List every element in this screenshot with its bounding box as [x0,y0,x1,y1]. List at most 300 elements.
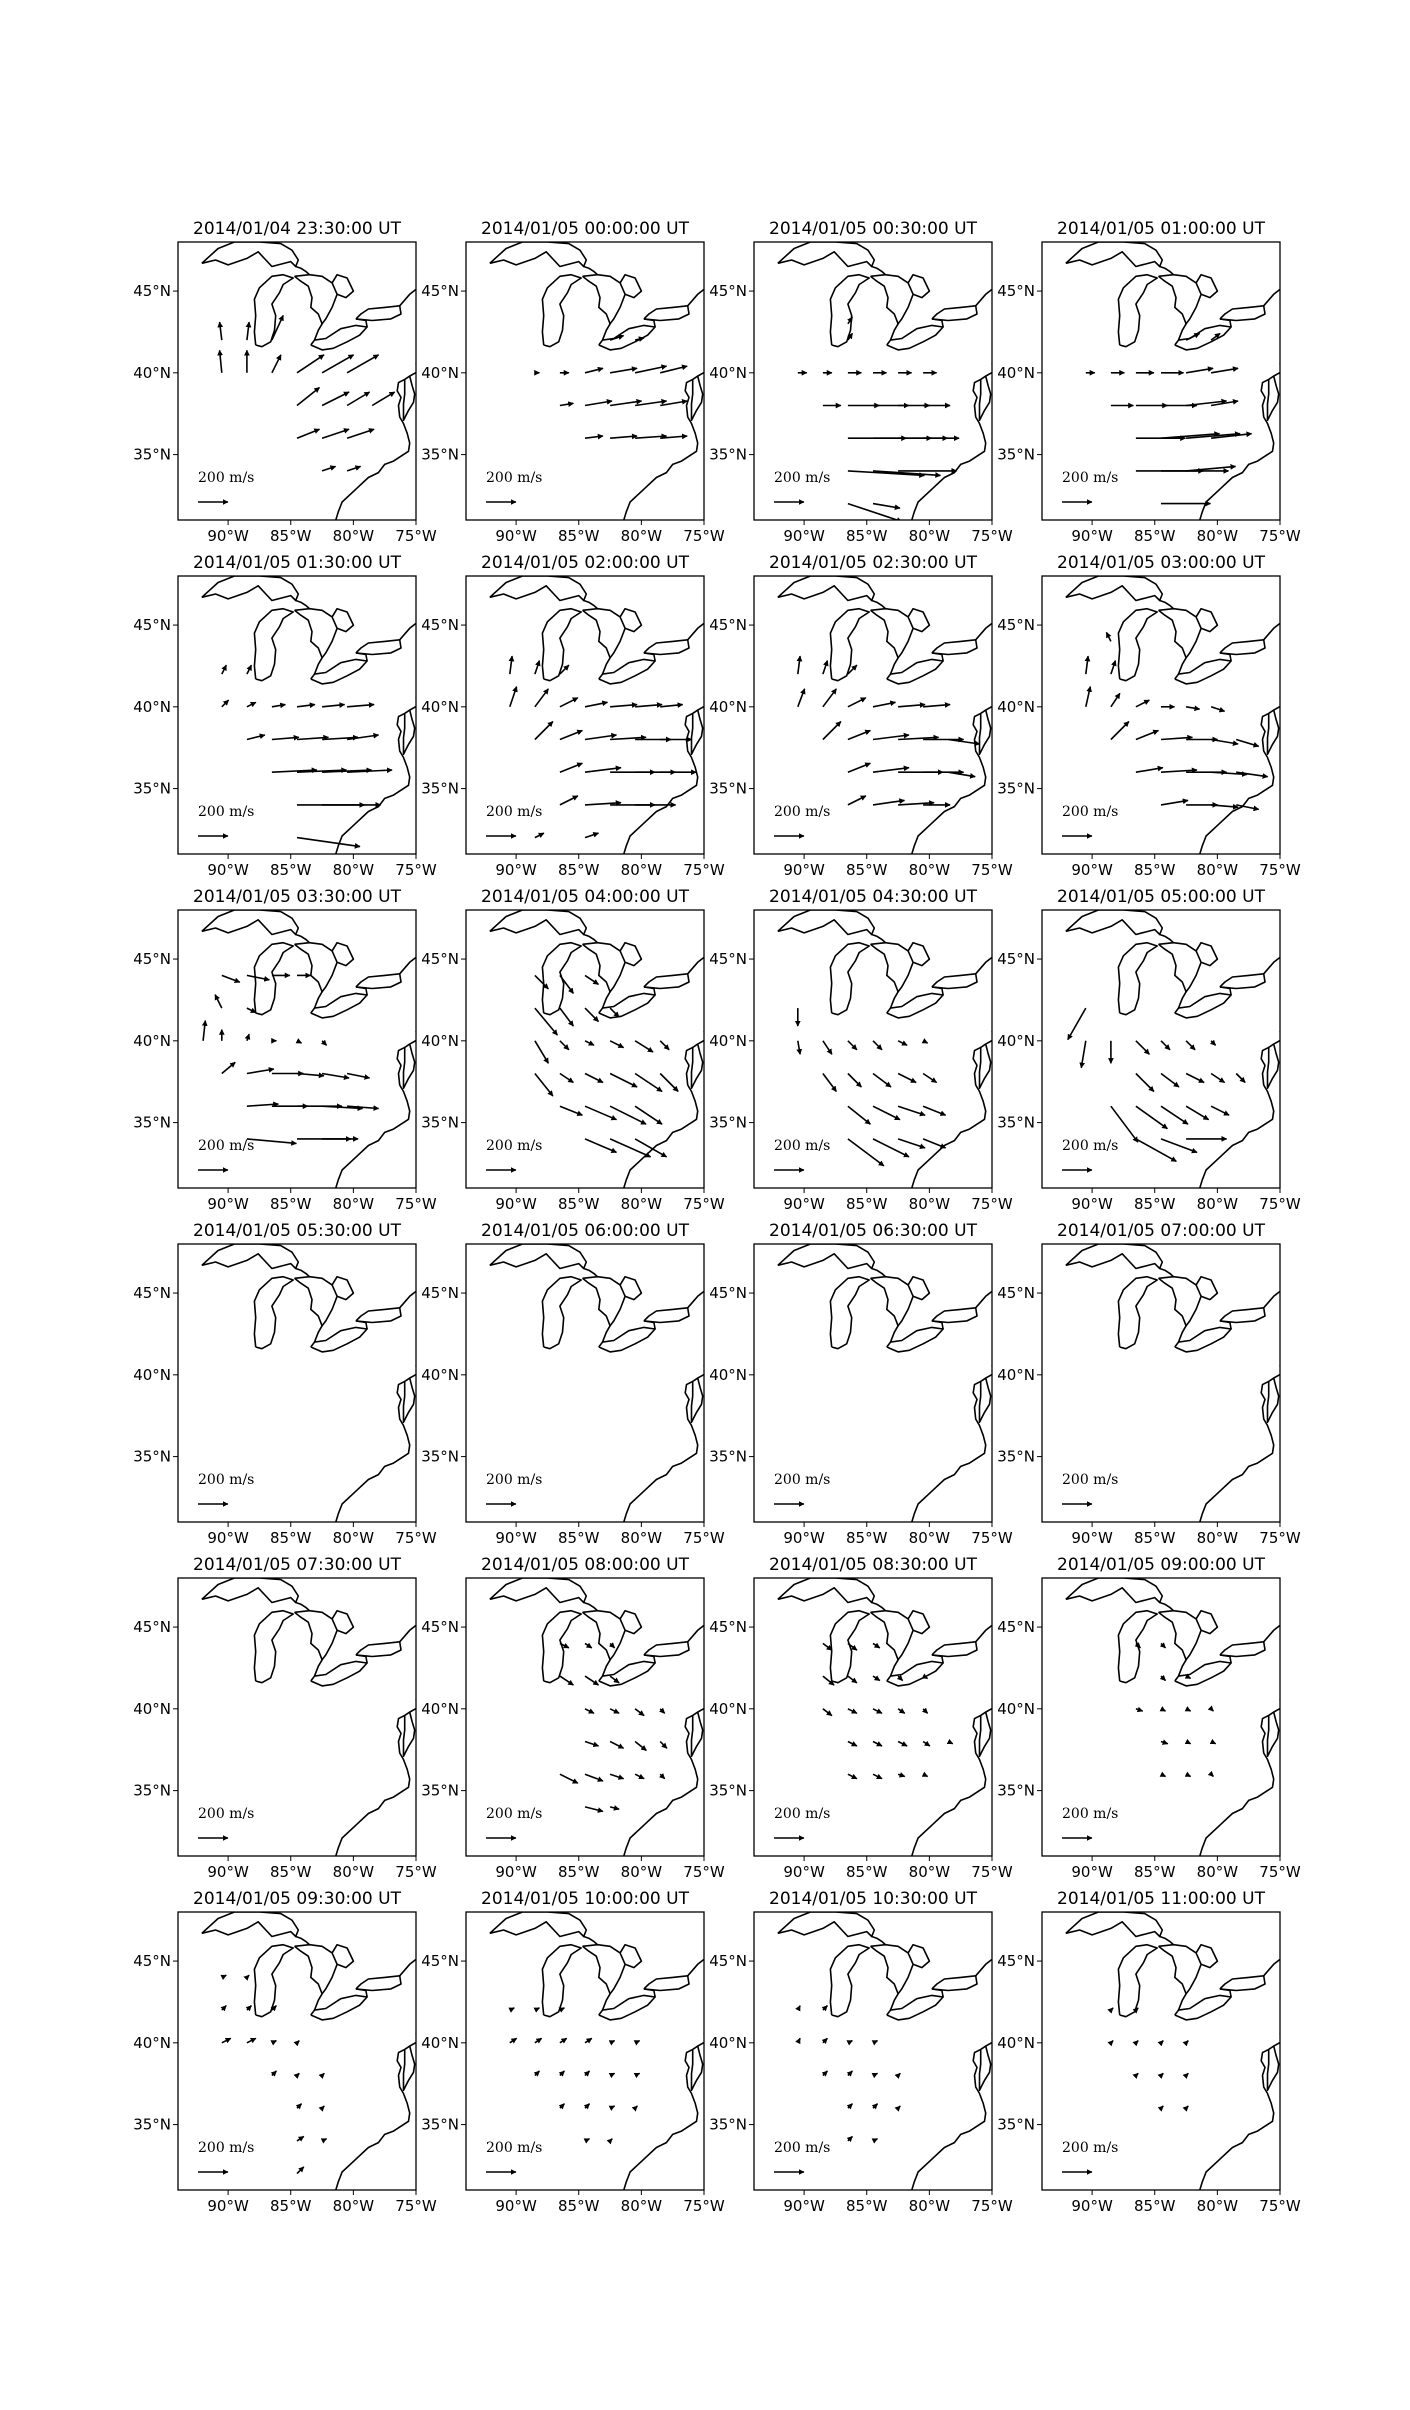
coastline-segment [871,1277,914,1326]
y-tick-label: 40°N [997,1365,1035,1384]
coastline-segment [1066,910,1163,935]
wind-vector [322,392,349,406]
coastline-segment [254,1611,293,1683]
y-tick-label: 45°N [133,1952,171,1971]
wind-vector [535,833,544,838]
wind-vector [848,763,871,772]
y-tick-label: 45°N [421,1284,459,1303]
coastline-segment [976,1959,992,1975]
wind-vector [1111,2041,1113,2043]
x-tick-label: 90°W [207,527,249,545]
wind-vector [535,2008,540,2010]
y-tick-label: 45°N [709,616,747,635]
wind-vector [898,1041,907,1046]
coastline-segment [908,609,929,632]
map-panel [709,1555,1013,1881]
wind-vector [247,2038,256,2043]
x-tick-label: 80°W [908,861,951,879]
coastline-segment [1066,576,1163,601]
y-tick-label: 45°N [997,616,1035,635]
x-tick-label: 80°W [620,2197,663,2215]
x-tick-label: 80°W [1196,527,1239,545]
map-panel [133,887,437,1213]
wind-vector [823,2038,828,2043]
wind-vector [610,2139,612,2141]
wind-vector [635,705,662,707]
coastline-segment [603,658,611,674]
map-panel [133,219,437,545]
coastline-segment [400,1291,416,1307]
x-tick-label: 85°W [846,1529,888,1547]
y-tick-label: 45°N [709,1952,747,1971]
y-tick-label: 45°N [709,1284,747,1303]
wind-vector [585,2139,590,2141]
y-tick-label: 40°N [709,363,747,382]
wind-vector [1211,368,1238,373]
x-tick-label: 75°W [683,1529,725,1547]
y-tick-label: 45°N [421,1952,459,1971]
coastline-segment [908,275,929,298]
wind-vector [610,436,637,438]
key-label: 200 m/s [1062,1472,1119,1488]
wind-vector [297,838,360,847]
wind-vector [585,1041,594,1046]
wind-vector [610,1074,637,1088]
coastline-segment [356,1976,401,1991]
y-tick-label: 35°N [997,1781,1035,1800]
x-tick-label: 90°W [1071,2197,1113,2215]
panel-title: 2014/01/05 09:30:00 UT [193,1889,401,1909]
wind-vector [898,1074,916,1083]
coastline-segment [1159,1277,1202,1326]
map-panel [133,1221,437,1547]
wind-vector [1211,707,1225,712]
x-tick-label: 90°W [207,861,249,879]
wind-vector [347,355,379,373]
coastline-segment [542,275,581,347]
coastline-segment [620,1611,641,1634]
coastline-segment [1159,1945,1202,1994]
coastline-segment [692,1712,703,1756]
x-tick-label: 80°W [1196,1863,1239,1881]
x-tick-label: 75°W [1259,1195,1301,1213]
y-tick-label: 35°N [709,445,747,464]
y-tick-label: 40°N [421,2033,459,2052]
x-tick-label: 75°W [395,2197,437,2215]
wind-vector [560,1074,574,1083]
coastline-segment [830,609,869,681]
coastline-segment [1200,1365,1283,1522]
coastline-segment [1118,609,1157,681]
coastline-segment [980,1044,991,1088]
vector-field [203,975,379,1143]
coastline-segment [908,1945,929,1968]
y-tick-label: 35°N [421,1113,459,1132]
wind-vector [297,388,320,406]
coastline-segment [976,1291,992,1307]
coastline-segment [584,1269,598,1277]
coastline-segment [490,1912,587,1937]
wind-vector [1161,800,1188,805]
x-tick-label: 80°W [332,861,375,879]
x-tick-label: 90°W [207,2197,249,2215]
vector-field [1111,2008,1188,2108]
wind-vector [322,2073,324,2075]
wind-vector [848,1742,857,1747]
coastline-segment [296,935,310,943]
coastline-segment [1179,1660,1187,1676]
panel-title: 2014/01/05 10:00:00 UT [481,1889,689,1909]
y-tick-label: 45°N [997,1952,1035,1971]
coastline-segment [1196,609,1217,632]
coastline-segment [583,609,626,658]
coastline-segment [336,1031,419,1188]
panel-title: 2014/01/05 01:00:00 UT [1057,219,1265,239]
wind-vector [272,355,281,373]
x-tick-label: 90°W [495,1529,537,1547]
x-tick-label: 75°W [971,2197,1013,2215]
wind-vector [560,763,583,772]
coastline-segment [980,710,991,754]
wind-vector [823,661,828,675]
x-tick-label: 90°W [207,1863,249,1881]
x-tick-label: 85°W [270,2197,312,2215]
coastline-segment [584,267,598,275]
wind-vector [1186,333,1200,340]
coastline-segment [490,1578,587,1603]
wind-vector [898,1709,905,1714]
key-label: 200 m/s [486,804,543,820]
wind-vector [297,2167,304,2174]
wind-vector [848,1106,871,1124]
y-tick-label: 40°N [421,1365,459,1384]
x-tick-label: 75°W [971,527,1013,545]
panel-title: 2014/01/05 04:30:00 UT [769,887,977,907]
wind-vector [848,1774,857,1779]
y-tick-label: 40°N [997,1031,1035,1050]
wind-vector [247,1034,249,1041]
wind-vector [222,2006,227,2011]
wind-vector [560,731,583,740]
wind-vector [585,833,599,838]
y-tick-label: 40°N [421,1699,459,1718]
wind-vector [923,1139,946,1148]
y-tick-label: 35°N [421,779,459,798]
coastline-segment [1160,935,1174,943]
coastline-segment [778,1578,875,1603]
wind-vector [848,1041,857,1050]
coastline-segment [830,1277,869,1349]
coastline-segment [1160,1269,1174,1277]
coastline-segment [908,943,929,966]
wind-vector [923,1041,928,1043]
coastline-segment [400,1625,416,1641]
wind-vector [898,705,925,707]
wind-vector [222,665,227,674]
coastline-segment [688,1291,704,1307]
coastline-segment [692,2046,703,2090]
wind-vector [948,1742,953,1744]
x-tick-label: 80°W [620,1529,663,1547]
coastline-segment [1179,992,1187,1008]
coastline-segment [404,1378,415,1422]
x-tick-label: 80°W [1196,1529,1239,1547]
wind-vector [297,2073,299,2075]
wind-vector [272,315,283,340]
wind-vector [247,665,252,674]
x-tick-label: 85°W [846,527,888,545]
coastline-segment [912,363,995,520]
wind-vector [1186,1774,1191,1776]
wind-vector [297,1041,302,1043]
coastline-segment [315,1326,323,1342]
coastline-segment [912,1365,995,1522]
coastline-segment [624,697,707,854]
coastline-segment [891,1660,899,1676]
coastline-segment [1159,609,1202,658]
coastline-segment [624,2033,707,2190]
coastline-segment [332,943,353,966]
x-tick-label: 75°W [1259,527,1301,545]
key-label: 200 m/s [1062,804,1119,820]
panel-grid [133,219,1301,2215]
x-tick-label: 85°W [558,2197,600,2215]
y-tick-label: 35°N [997,779,1035,798]
coastline-segment [584,601,598,609]
x-tick-label: 80°W [1196,2197,1239,2215]
wind-vector [1136,768,1163,773]
wind-vector [322,429,349,438]
y-tick-label: 35°N [421,445,459,464]
y-tick-label: 40°N [133,2033,171,2052]
wind-vector [1161,1074,1179,1088]
coastline-segment [980,1712,991,1756]
map-panel [997,1221,1301,1547]
panel-title: 2014/01/05 05:30:00 UT [193,1221,401,1241]
coastline-segment [1200,697,1283,854]
wind-vector [347,705,374,707]
key-label: 200 m/s [1062,2140,1119,2156]
wind-vector [1136,1041,1150,1055]
wind-vector [923,1106,946,1115]
y-tick-label: 45°N [997,1618,1035,1637]
wind-vector [610,1643,615,1648]
coastline-segment [202,910,298,935]
wind-vector [560,698,578,707]
panel-title: 2014/01/05 02:00:00 UT [481,553,689,573]
vector-field [220,315,395,471]
y-tick-label: 45°N [997,950,1035,969]
x-tick-label: 75°W [395,861,437,879]
coastline-segment [404,1712,415,1756]
wind-vector [1111,2008,1113,2010]
wind-vector [535,975,549,989]
wind-vector [247,702,256,707]
key-label: 200 m/s [198,1138,255,1154]
coastline-segment [296,1937,310,1945]
wind-vector [798,656,800,674]
map-panel [421,219,725,545]
wind-vector [873,1106,900,1120]
wind-vector [823,2006,828,2011]
vector-field [823,1643,953,1778]
coastline-segment [603,1994,611,2010]
coastline-segment [871,1945,914,1994]
y-tick-label: 45°N [133,616,171,635]
wind-vector [1081,1041,1086,1068]
coastline-segment [296,601,310,609]
coastline-segment [908,1277,929,1300]
panel-title: 2014/01/04 23:30:00 UT [193,219,401,239]
x-tick-label: 85°W [558,527,600,545]
wind-vector [635,2041,640,2043]
coastline-segment [891,992,899,1008]
y-tick-label: 40°N [421,363,459,382]
wind-vector [535,689,549,707]
coastline-segment [1220,1976,1265,1991]
coastline-segment [356,1308,401,1323]
wind-vector [272,705,286,707]
wind-vector [585,401,612,406]
key-label: 200 m/s [774,2140,831,2156]
wind-vector [798,1041,800,1055]
coastline-segment [891,324,899,340]
wind-vector [1186,368,1213,373]
coastline-segment [603,324,611,340]
wind-vector [215,995,222,1009]
x-tick-label: 75°W [1259,861,1301,879]
wind-vector [1136,1709,1143,1711]
coastline-segment [976,623,992,639]
key-label: 200 m/s [774,1806,831,1822]
wind-vector [823,689,837,707]
x-tick-label: 85°W [846,2197,888,2215]
coastline-segment [295,609,338,658]
key-label: 200 m/s [774,804,831,820]
wind-vector [898,1676,903,1681]
coastline-segment [404,376,415,420]
wind-vector [635,2073,640,2075]
y-tick-label: 40°N [997,697,1035,716]
coastline-segment [644,640,689,655]
wind-vector [585,1709,594,1714]
wind-vector [585,436,603,438]
map-panel [421,553,725,879]
coastline-segment [976,1625,992,1641]
coastline-segment [1264,1625,1280,1641]
wind-vector [635,1074,662,1092]
coastline-segment [356,306,401,321]
coastline-segment [778,1912,875,1937]
y-tick-label: 45°N [421,950,459,969]
vector-field [535,336,687,439]
coastline-segment [296,267,310,275]
wind-vector [635,1139,667,1157]
wind-vector [535,2038,542,2043]
coastline-segment [891,1326,899,1342]
y-tick-label: 40°N [997,363,1035,382]
wind-vector [535,661,540,675]
coastline-segment [202,1912,298,1937]
coastline-segment [336,2033,419,2190]
coastline-segment [254,1945,293,2017]
wind-vector [1161,1106,1188,1124]
x-tick-label: 75°W [395,527,437,545]
coastline-segment [624,1699,707,1856]
x-tick-label: 80°W [620,1195,663,1213]
wind-vector [1136,2041,1138,2043]
wind-vector [585,1106,617,1120]
panel-title: 2014/01/05 07:30:00 UT [193,1555,401,1575]
coastline-segment [1118,943,1157,1015]
wind-vector [873,1709,882,1714]
wind-vector [873,2139,878,2141]
y-tick-label: 45°N [133,1618,171,1637]
wind-vector [923,1774,928,1776]
coastline-segment [1220,640,1265,655]
coastline-segment [620,275,641,298]
key-label: 200 m/s [1062,470,1119,486]
key-label: 200 m/s [486,1472,543,1488]
wind-vector [1136,1074,1154,1092]
wind-vector [1211,1774,1213,1776]
coastline-segment [912,2033,995,2190]
x-tick-label: 90°W [1071,527,1113,545]
wind-vector [898,1106,925,1115]
wind-vector [1161,1676,1166,1681]
x-tick-label: 85°W [558,1863,600,1881]
wind-vector [873,1774,882,1779]
coastline-segment [315,992,323,1008]
wind-vector [610,2073,615,2075]
coastline-segment [872,1269,886,1277]
panel-title: 2014/01/05 07:00:00 UT [1057,1221,1265,1241]
coastline-segment [688,1625,704,1641]
x-tick-label: 80°W [908,2197,951,2215]
coastline-segment [1264,289,1280,305]
coastline-segment [620,943,641,966]
x-tick-label: 80°W [620,1863,663,1881]
x-tick-label: 75°W [1259,1529,1301,1547]
wind-vector [297,2104,302,2109]
wind-vector [297,429,320,438]
x-tick-label: 80°W [1196,861,1239,879]
map-panel [997,1889,1301,2215]
wind-vector [873,2104,878,2109]
coastline-segment [542,1945,581,2017]
wind-vector [923,1742,930,1747]
wind-vector [510,2038,517,2043]
wind-vector [322,2139,327,2141]
wind-vector [1111,1106,1138,1142]
key-label: 200 m/s [774,470,831,486]
wind-vector [1236,1074,1245,1083]
wind-vector [823,1041,832,1055]
coastline-segment [830,1611,869,1683]
panel-title: 2014/01/05 04:00:00 UT [481,887,689,907]
panel-title: 2014/01/05 03:30:00 UT [193,887,401,907]
coastline-segment [932,640,977,655]
y-tick-label: 45°N [997,282,1035,301]
x-tick-label: 90°W [1071,861,1113,879]
wind-vector [898,1774,905,1776]
coastline-segment [1220,306,1265,321]
coastline-segment [932,1976,977,1991]
y-tick-label: 40°N [997,1699,1035,1718]
coastline-segment [400,289,416,305]
coastline-segment [295,1945,338,1994]
panel-title: 2014/01/05 06:30:00 UT [769,1221,977,1241]
